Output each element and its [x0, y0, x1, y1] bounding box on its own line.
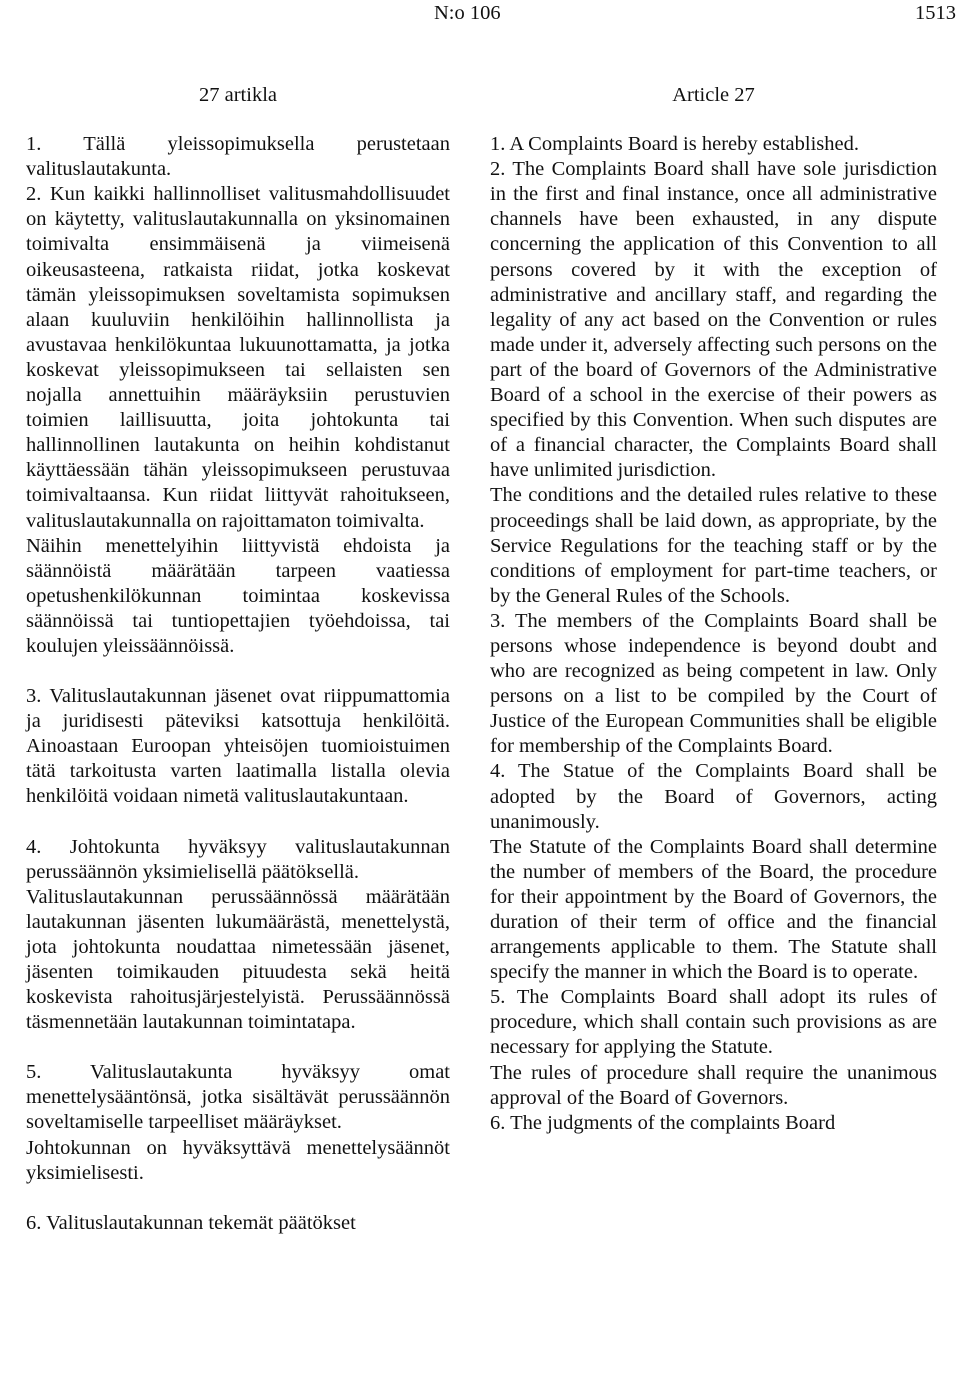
page-number: 1513: [915, 2, 956, 24]
paragraph-3-fi: 3. Valituslautakunnan jäsenet ovat riippumattomia ja juridisesti päteviksi katsottuja henkilöitä. Ainoastaan Euroopan yhteisöjen tuomioistuimen tätä tarkoitusta varten laatimalla listalla olevia henkilöitä voidaan nimetä valituslautakuntaan.: [26, 685, 450, 808]
paragraph-5b-fi: Johtokunnan on hyväksyttävä menettelysäännöt yksimielisesti.: [26, 1136, 450, 1184]
paragraph-5b-en: The rules of procedure shall require the unanimous approval of the Board of Governors.: [490, 1061, 937, 1109]
paragraph-4-fi: 4. Johtokunta hyväksyy valituslautakunnan perussäännön yksimielisellä päätöksellä.: [26, 835, 450, 883]
paragraph-5-en: 5. The Complaints Board shall adopt its rules of procedure, which shall contain such provisions as are necessary for applying the Statute.: [490, 986, 937, 1059]
paragraph-2b-fi: Näihin menettelyihin liittyvistä ehdoista ja säännöistä määrätään tarpeen vaatiessa opetushenkilökunnan toimintaa koskevissa säännöissä tai tuntiopettajien työehdoissa, tai koulujen yleissäännöissä.: [26, 534, 450, 657]
paragraph-2b-en: The conditions and the detailed rules relative to these proceedings shall be laid down, as appropriate, by the Service Regulations for the teaching staff or by the conditions of employment for part-time teachers, or by the General Rules of the Schools.: [490, 484, 937, 607]
paragraph-1-en: 1. A Complaints Board is hereby established.: [490, 133, 859, 156]
page-header: [0, 0, 960, 30]
paragraph-6-en: 6. The judgments of the complaints Board: [490, 1111, 836, 1134]
paragraph-4b-fi: Valituslautakunnan perussäännössä määrätään lautakunnan jäsenten lukumäärästä, menettelystä, jota johtokunta noudattaa nimetessään jäsenet, jäsenten toimikauden pituudesta sekä heitä koskevista rahoitusjärjestelyistä. Perussäännössä täsmennetään lautakunnan toimintatapa.: [26, 885, 450, 1034]
article-title-en: Article 27: [672, 84, 755, 106]
issue-number: N:o 106: [434, 2, 501, 24]
finnish-column: [26, 83, 450, 1236]
article-title-fi: 27 artikla: [199, 84, 277, 106]
english-column: [490, 83, 937, 1136]
paragraph-6-fi: 6. Valituslautakunnan tekemät päätökset: [26, 1211, 356, 1234]
paragraph-1-fi: 1. Tällä yleissopimuksella perustetaan valituslautakunta.: [26, 133, 450, 181]
paragraph-5-fi: 5. Valituslautakunta hyväksyy omat menettelysääntönsä, jotka sisältävät perussäännön soveltamiselle tarpeelliset määräykset.: [26, 1061, 450, 1134]
paragraph-2-fi: 2. Kun kaikki hallinnolliset valitusmahdollisuudet on käytetty, valituslautakunnalla on yksinomainen toimivalta ensimmäisenä ja viimeisenä oikeusasteena, ratkaista riidat, jotka koskevat tämän yleissopimuksen soveltamista sopimuksen alaan kuuluviin henkilöihin hallinnollista ja avustavaa henkilökuntaa lukuunottamatta, ja jotka koskevat yleissopimukseen tai sellaisten sen nojalla annettuihin määräyksiin perustuvien toimien laillisuutta, joita johtokunta tai hallinnollinen lautakunta on heihin kohdistanut käyttäessään tähän yleissopimukseen perustuvaa toimivaltaansa. Kun riidat liittyvät rahoitukseen, valituslautakunnalla on rajoittamaton toimivalta.: [26, 183, 450, 532]
paragraph-4-en: 4. The Statue of the Complaints Board shall be adopted by the Board of Governors, acting unanimously.: [490, 760, 937, 833]
paragraph-3-en: 3. The members of the Complaints Board shall be persons whose independence is beyond doubt and who are recognized as being competent in law. Only persons on a list to be compiled by the Court of Justice of the European Communities shall be eligible for membership of the Complaints Board.: [490, 609, 937, 758]
paragraph-4b-en: The Statute of the Complaints Board shall determine the number of members of the Board, the procedure for their appointment by the Board of Governors, the duration of their term of office and the financial arrangements applicable to them. The Statute shall specify the manner in which the Board is to operate.: [490, 835, 937, 984]
paragraph-2-en: 2. The Complaints Board shall have sole jurisdiction in the first and final instance, once all administrative channels have been exhausted, in any dispute concerning the application of this Convention to all persons covered by it with the exception of administrative and ancillary staff, and regarding the legality of any act based on the Convention or rules made under it, adversely affecting such persons on the part of the board of Governors of the Administrative Board of a school in the exercise of their powers as specified by this Convention. When such disputes are of a financial character, the Complaints Board shall have unlimited jurisdiction.: [490, 158, 937, 482]
